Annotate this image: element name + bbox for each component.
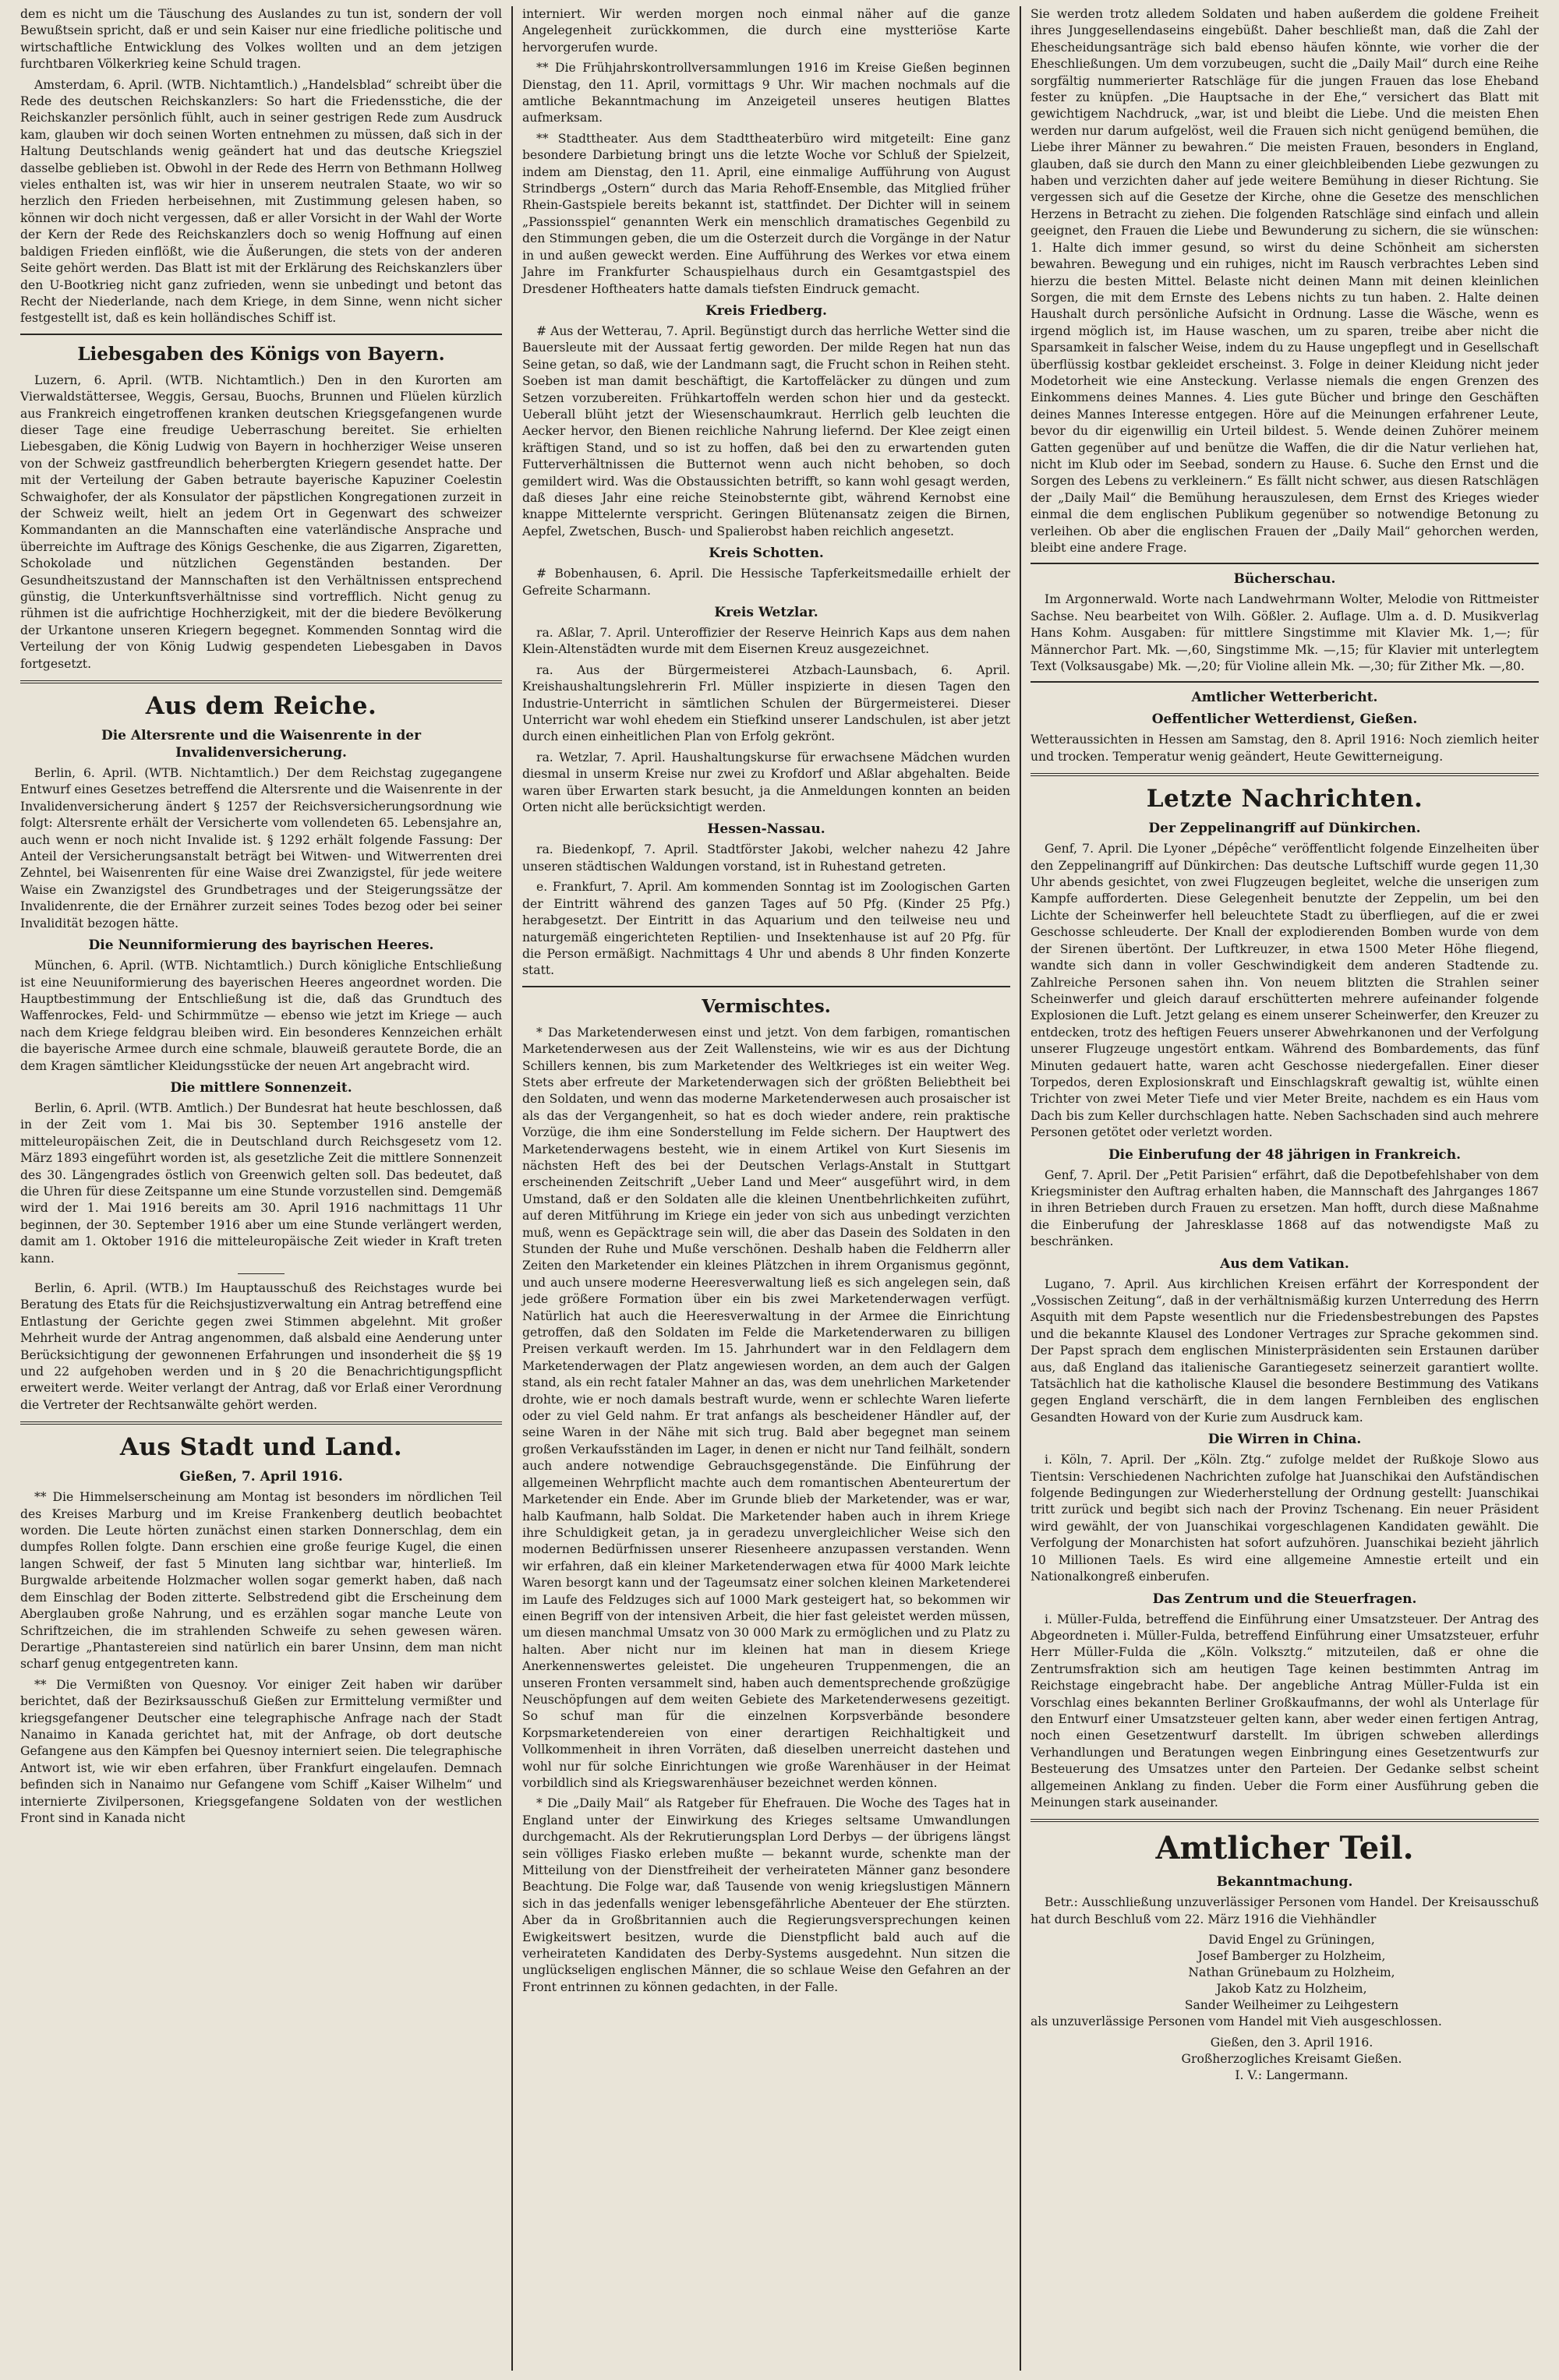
divider (20, 680, 502, 683)
article-paragraph: ** Stadttheater. Aus dem Stadttheaterbüro wird mitgeteilt: Eine ganz besondere Darbietung bringt uns die letzte Woche vor Schluß der Spielzeit, indem am Dienstag, den 11. April, eine einmalige Aufführung von August Strindbergs „Ostern“ durch das Maria Rehoff-Ensemble, das Mitglied früher Rhein-Gastspiele bereits bekannt ist, stattfindet. Der Dichter will in seinem „Passionsspiel“ genannten Werk ein menschlich dramatisches Gegenbild zu den Stimmungen geben, die um die Osterzeit durch die Vorgänge in der Natur in und außen geweckt werden. Eine Aufführung des Werkes vor etwa einem Jahre im Frankfurter Schauspielhaus durch ein Gesamtgastspiel des Dresdener Hoftheaters hatte damals tiefsten Eindruck gemacht. (522, 131, 1010, 296)
notice-signatory: I. V.: Langermann. (1235, 2067, 1349, 2082)
article-headline: Die mittlere Sonnenzeit. (170, 1079, 352, 1096)
article-paragraph: # Aus der Wetterau, 7. April. Begünstigt durch das herrliche Wetter sind die Bauersleute mit der Aussaat fertig geworden. Der milde Regen hat nun das Seine getan, so daß, wie der Landmann sagt, die Frucht schon in Reihen steht. Soeben ist man damit beschäftigt, die Kartoffeläcker zu düngen und zum Setzen vorzubereiten. Frühkartoffeln werden schon hier und da gesteckt. Ueberall blüht jetzt der Wiesenschaumkraut. Herrlich gelb leuchten die Aecker hervor, den Bienen reichliche Nahrung liefernd. Der Klee zeigt einen kräftigen Stand, und so ist zu hoffen, daß bei den zu erwartenden guten Futterverhältnissen die Butternot wenn auch nicht behoben, so doch gemildert wird. Was die Obstaussichten betrifft, so kann wohl gesagt werden, daß dieses Jahr eine reiche Steinobsternte gibt, während Kernobst eine knappe Mittelernte verspricht. Geringen Blütenansatz zeigen die Birnen, Aepfel, Zwetschen, Busch- und Spalierobst haben reichlich angesetzt. (522, 323, 1010, 539)
article-paragraph: ra. Biedenkopf, 7. April. Stadtförster Jakobi, welcher nahezu 42 Jahre unseren städtischen Waldungen vorstand, ist in Ruhestand getreten. (522, 842, 1010, 874)
article-paragraph: ** Die Frühjahrskontrollversammlungen 1916 im Kreise Gießen beginnen Dienstag, den 11. April, vormittags 9 Uhr. Wir machen nochmals auf die amtliche Bekanntmachung im Anzeigeteil unseres heutigen Blattes aufmerksam. (522, 61, 1010, 125)
article-paragraph: München, 6. April. (WTB. Nichtamtlich.) Durch königliche Entschließung ist eine Neuuniformierung des bayerischen Heeres angeordnet worden. Die Hauptbestimmung der Entschließung ist die, daß das Grundtuch des Waffenrockes, Feld- und Schirmmütze — ebenso wie jetzt im Kriege — auch nach dem Kriege feldgrau bleiben wird. Ein besonderes Kennzeichen erhält die bayerische Armee durch eine schmale, blauweiß gerautete Borde, die an dem Kragen sämtlicher Kleidungsstücke der neuen Art angebracht wird. (20, 959, 502, 1073)
notice-office: Großherzogliches Kreisamt Gießen. (1181, 2051, 1402, 2066)
section-title: Amtlicher Wetterbericht. (1191, 690, 1378, 706)
article-paragraph: ra. Wetzlar, 7. April. Haushaltungskurse für erwachsene Mädchen wurden diesmal in unserm Kreise nur zwei zu Krofdorf und Aßlar abgehalten. Beide waren über Erwarten stark besucht, ja die Anmeldungen konnten an beiden Orten nicht alle berücksichtigt werden. (522, 750, 1010, 815)
section-title: Bücherschau. (1233, 571, 1336, 588)
article-headline: Die Neunniformierung des bayrischen Heeres. (88, 938, 434, 954)
article-paragraph: # Bobenhausen, 6. April. Die Hessische Tapferkeitsmedaille erhielt der Gefreite Scharmann. (522, 567, 1010, 598)
section-title: Aus dem Reiche. (145, 692, 377, 721)
notice-title: Bekanntmachung. (1216, 1874, 1353, 1891)
notice-paragraph: als unzuverlässige Personen vom Handel mit Vieh ausgeschlossen. (1030, 2015, 1442, 2029)
section-title: Liebesgaben des Königs von Bayern. (77, 343, 445, 365)
divider (20, 1421, 502, 1425)
article-paragraph: ra. Aus der Bürgermeisterei Atzbach-Launsbach, 6. April. Kreishaushaltungslehrerin Frl. Müller inspizierte in diesen Tagen den Industrie-Unterricht in sämtlichen Schulen der Bürgermeisterei. Dieser Unterricht war wohl ehedem ein Stiefkind unserer Landschulen, ist aber jetzt durch einen einheitlichen Plan von Erfolg gekrönt. (522, 662, 1010, 744)
notice-paragraph: Betr.: Ausschließung unzuverlässiger Personen vom Handel. Der Kreisausschuß hat durch Beschluß vom 22. März 1916 die Viehhändler (1030, 1895, 1539, 1926)
article-paragraph: interniert. Wir werden morgen noch einmal näher auf die ganze Angelegenheit zurückkommen, die durch eine mystteriöse Karte hervorgerufen wurde. (522, 7, 1010, 55)
article-paragraph: Amsterdam, 6. April. (WTB. Nichtamtlich.) „Handelsblad“ schreibt über die Rede des deutschen Reichskanzlers: So hart die Friedensstiche, die der Reichskanzler persönlich fühlt, auch in seiner gestrigen Rede zum Ausdruck kam, glauben wir doch seinen Worten entnehmen zu müssen, daß sich in der Haltung Deutschlands wenig geändert hat und das deutsche Kriegsziel dasselbe geblieben ist. Obwohl in der Rede des Herrn von Bethmann Hollweg vieles enthalten ist, was wir hier in unserem neutralen Staate, wo wir so herzlich den Frieden herbeisehnen, mit Zustimmung gelesen haben, so können wir doch nicht vergessen, daß er aller Vorsicht in der Wahl der Worte der Kern der Rede des Reichskanzlers doch so wenig Hoffnung auf einen baldigen Frieden einflößt, wie die Äußerungen, die stets von der anderen Seite gehört werden. Das Blatt ist mit der Erklärung des Reichskanzlers über den U-Bootkrieg nicht ganz zufrieden, wenn sie unbedingt und betont das Recht der Niederlande, nach dem Kriege, in dem Sinne, wenn nicht sicher festgestellt ist, daß es kein holländisches Schiff ist. (20, 77, 502, 326)
article-paragraph: ** Die Vermißten von Quesnoy. Vor einiger Zeit haben wir darüber berichtet, daß der Bezirksausschuß Gießen zur Ermittelung vermißter und kriegsgefangener Deutscher eine telegraphische Anfrage nach der Stadt Nanaimo in Kanada gerichtet hat, mit der Anfrage, ob dort deutsche Gefangene aus den Kämpfen bei Quesnoy interniert seien. Die telegraphische Antwort ist, wie wir eben erfahren, über Frankfurt eingelaufen. Demnach befinden sich in Nanaimo nur Gefangene vom Schiff „Kaiser Wilhelm“ und internierte Zivilpersonen, Kriegsgefangene Soldaten von der westlichen Front sind in Kanada nicht (20, 1677, 502, 1825)
list-item: David Engel zu Grüningen, (1208, 1933, 1375, 1947)
article-paragraph: Berlin, 6. April. (WTB.) Im Hauptausschuß des Reichstages wurde bei Beratung des Etats für die Reichsjustizverwaltung ein Antrag betreffend eine Entlastung der Gerichte gegen zwei Stimmen abgelehnt. Mit großer Mehrheit wurde der Antrag angenommen, daß alsbald eine Aenderung unter Berücksichtigung der gewonnenen Erfahrungen und insonderheit die §§ 19 und 22 aufgehoben werden und in § 20 die Benachrichtigungspflicht erweitert werde. Weiter verlangt der Antrag, daß vor Erlaß einer Verordnung die Vertreter der Rechtsanwälte gehört werden. (20, 1281, 502, 1412)
section-title: Kreis Schotten. (709, 546, 824, 562)
divider (238, 1273, 285, 1274)
divider (1030, 563, 1539, 564)
article-paragraph: Im Argonnerwald. Worte nach Landwehrmann Wolter, Melodie von Rittmeister Sachse. Neu bearbeitet von Wilh. Gößler. 2. Auflage. Ulm a. d. D. Musikverlag Hans Kohm. Ausgaben: für mittlere Singstimme mit Klavier Mk. 1,—; für Männerchor Part. Mk. —,60, Singstimme Mk. —,15; für Klavier mit unterlegtem Text (Volksausgabe) Mk. —,20; für Violine allein Mk. —,30; für Zither Mk. —,80. (1030, 592, 1539, 674)
section-title: Hessen-Nassau. (707, 821, 825, 838)
article-paragraph: ** Die Himmelserscheinung am Montag ist besonders im nördlichen Teil des Kreises Marburg und im Kreise Frankenberg deutlich beobachtet worden. Die Leute hörten zunächst einen starken Donnerschlag, dem ein dumpfes Rollen folgte. Dann erschien eine große feurige Kugel, die einen langen Schweif, der fast 5 Minuten lang sichtbar war, hinterließ. Im Burgwalde arbeitende Holzmacher wollen sogar gemerkt haben, daß nach dem Einschlag der Boden zitterte. Selbstredend gibt die Erscheinung dem Aberglauben große Nahrung, und es erzählen sogar manche Leute von Schriftzeichen, die im strahlenden Schweife zu sehen gewesen wären. Derartige „Phantastereien sind natürlich ein barer Unsinn, dem man nicht scharf genug entgegentreten kann. (20, 1490, 502, 1672)
section-title: Aus Stadt und Land. (119, 1433, 403, 1462)
notice-dateline: Gießen, den 3. April 1916. (1210, 2035, 1373, 2050)
article-paragraph: Berlin, 6. April. (WTB. Amtlich.) Der Bundesrat hat heute beschlossen, daß in der Zeit vom 1. Mai bis 30. September 1916 anstelle der mitteleuropäischen Zeit, die in Deutschland durch Reichsgesetz vom 12. März 1893 eingeführt worden ist, als gesetzliche Zeit die mittlere Sonnenzeit des 30. Längengrades östlich von Greenwich gelten soll. Das bedeutet, daß die Uhren für diese Zeitspanne um eine Stunde vorzustellen sind. Demgemäß wird der 1. Mai 1916 bereits am 30. April 1916 nachmittags 11 Uhr beginnen, der 30. September 1916 aber um eine Stunde verlängert werden, damit am 1. Oktober 1916 die mitteleuropäische Zeit wieder in Kraft treten kann. (20, 1100, 502, 1266)
article-paragraph: Luzern, 6. April. (WTB. Nichtamtlich.) Den in den Kurorten am Vierwaldstättersee, Weggis, Gersau, Buochs, Brunnen und Flüelen kürzlich aus Frankreich eingetroffenen kranken deutschen Kriegsgefangenen wurde dieser Tage eine freudige Ueberraschung bereitet. Sie erhielten Liebesgaben, die König Ludwig von Bayern in hochherziger Weise unseren von der Schweiz gastfreundlich beherbergten Kriegern gesendet hatte. Der mit der Verteilung der Gaben betraute bayerische Kapuziner Coelestin Schwaighofer, der als Konsulator der päpstlichen Kongregationen zurzeit in der Schweiz weilt, hielt an jedem Ort in Gegenwart des schweizer Kommandanten an die Mannschaften eine vaterländische Ansprache und überreichte im Auftrage des Königs Geschenke, die aus Zigarren, Zigaretten, Schokolade und nützlichen Gegenständen bestanden. Der Gesundheitszustand der Mannschaften ist den Verhältnissen entsprechend günstig, die Unterkunftsverhältnisse sind vortrefflich. Nicht genug zu rühmen ist die aufrichtige Hochherzigkeit, mit der die biedere Bevölkerung der Urkantone unseren Kriegern begegnet. Kommenden Sonntag wird die Verteilung der von König Ludwig gespendeten Liebesgaben in Davos fortgesetzt. (20, 373, 502, 671)
section-title: Vermischtes. (702, 995, 831, 1017)
section-title: Letzte Nachrichten. (1146, 785, 1423, 814)
article-headline: Aus dem Vatikan. (1220, 1255, 1349, 1272)
article-paragraph: Genf, 7. April. Die Lyoner „Dépêche“ veröffentlicht folgende Einzelheiten über den Zeppelinangriff auf Dünkirchen: Das deutsche Luftschiff wurde gegen 11,30 Uhr abends gesichtet, von zwei Flugzeugen begleitet, welche die unserigen zum Kampfe aufforderten. Diese Gelegenheit benutzte der Zeppelin, um bei den Lichte der Scheinwerfer hell beleuchtete Stadt zu überfliegen, auf die er zwei Geschosse schleuderte. Der Knall der explodierenden Bomben wurde von dem der Sirenen übertönt. Der Luftkreuzer, in etwa 1500 Meter Höhe fliegend, wandte sich dann in voller Geschwindigkeit dem anderen Stadtende zu. Zahlreiche Personen sahen ihn. Von neuem blitzten die Strahlen seiner Scheinwerfer und gleich darauf erschütterten mehrere aufeinander folgende Explosionen die Luft. Jetzt gelang es einem unserer Scheinwerfer, den Kreuzer zu entdecken, trotz des heftigen Feuers unserer Abwehrkanonen und der Verfolgung unserer Flugzeuge ungestört entkam. Während des Bombardements, das fünf Minuten gedauert hatte, waren acht Geschosse niedergefallen. Einer dieser Torpedos, deren Explosionskraft und Einschlagskraft gewaltig ist, wühlte einen Trichter von zwei Meter Tiefe und vier Meter Breite, nachdem es ein Haus vom Dach bis zum Keller durchschlagen hatte. Neben Sachschaden sind auch mehrere Personen getötet oder verletzt worden. (1030, 842, 1539, 1140)
article-paragraph: * Die „Daily Mail“ als Ratgeber für Ehefrauen. Die Woche des Tages hat in England unter der Einwirkung des Krieges seltsame Umwandlungen durchgemacht. Als der Rekrutierungsplan Lord Derbys — der übrigens längst sein völliges Fiasko erleben mußte — bekannt wurde, schenkte man der Mitteilung von der Dienstfreiheit der verheirateten Männer ganz besondere Beachtung. Die Folge war, daß Tausende von wenig kriegslustigen Männern sich in das jedenfalls weniger lebensgefährliche Abenteuer der Ehe stürzten. Aber da in Großbritannien auch die Regierungsversprechungen keinen Ewigkeitswert besitzen, wurde die Dienstpflicht bald auch auf die verheirateten Kandidaten des Derby-Systems ausgedehnt. Nun sitzen die unglückseligen englischen Männer, die so schlaue Weise den Gefahren an der Front entrinnen zu können gedachten, in der Falle. (522, 1796, 1010, 1994)
section-subtitle: Oeffentlicher Wetterdienst, Gießen. (1151, 712, 1418, 728)
article-headline: Die Einberufung der 48 jährigen in Frankreich. (1108, 1146, 1462, 1163)
divider (20, 334, 502, 335)
article-paragraph: Lugano, 7. April. Aus kirchlichen Kreisen erfährt der Korrespondent der „Vossischen Zeitung“, daß in der verhältnismäßig kurzen Unterredung des Herrn Asquith mit dem Papste wesentlich nur die Friedensbestrebungen des Papstes und die bekannte Klausel des Londoner Vertrages zur Sprache gekommen sind. Der Papst sprach dem englischen Ministerpräsidenten sein Erstaunen darüber aus, daß England das italienische Garantiegesetz seinerzeit garantiert wollte. Tatsächlich hat die katholische Klausel die besondere Bestimmung des Vatikans gegen England verschärft, die in dem langen Fernbleiben des englischen Gesandten Howard von der Kurie zum Ausdruck kam. (1030, 1277, 1539, 1425)
article-headline: Die Altersrente und die Waisenrente in der Invalidenversicherung. (101, 728, 422, 761)
column-2 (511, 6, 1020, 2371)
article-headline: Das Zentrum und die Steuerfragen. (1152, 1591, 1417, 1607)
section-title: Kreis Wetzlar. (714, 605, 818, 620)
divider (1030, 1819, 1539, 1822)
article-paragraph: ra. Aßlar, 7. April. Unteroffizier der Reserve Heinrich Kaps aus dem nahen Klein-Altenstädten wurde mit dem Eisernen Kreuz ausgezeichnet. (522, 626, 1010, 657)
article-paragraph: i. Müller-Fulda, betreffend die Einführung einer Umsatzsteuer. Der Antrag des Abgeordneten i. Müller-Fulda, betreffend Einführung einer Umsatzsteuer, erfuhr Herr Müller-Fulda die „Köln. Volksztg.“ mitzuteilen, daß er ohne die Zentrumsfraktion sich am heutigen Tage keinen bestimmten Antrag im Reichstage eingebracht habe. Der angebliche Antrag Müller-Fulda ist ein Vorschlag eines bekannten Berliner Großkaufmanns, der wohl als Unterlage für den Entwurf einer Umsatzsteuer gelten kann, aber weder einen fertigen Antrag, noch einen Gesetzentwurf darstellt. Im übrigen schweben allerdings Verhandlungen und Beratungen wegen Einbringung eines Gesetzentwurfs zur Besteuerung des Umsatzes unter den Parteien. Der Gedanke selbst scheint allgemeinen Anklang zu finden. Ueber die Form einer Ausführung geben die Meinungen stark auseinander. (1030, 1612, 1539, 1810)
column-1 (11, 6, 511, 2371)
article-paragraph: Genf, 7. April. Der „Petit Parisien“ erfährt, daß die Depotbefehlshaber von dem Kriegsminister den Auftrag erhalten haben, die Mannschaft des Jahrganges 1867 in ihren Betrieben durch Frauen zu ersetzen. Man hofft, durch diese Maßnahme die Einberufung der Jahresklasse 1868 auf das notwendigste Maß zu beschränken. (1030, 1167, 1539, 1249)
name-list (1030, 1932, 1539, 2014)
list-item: Jakob Katz zu Holzheim, (1216, 1982, 1367, 1997)
article-paragraph: Berlin, 6. April. (WTB. Nichtamtlich.) Der dem Reichstag zugegangene Entwurf eines Gesetzes betreffend die Altersrente und die Waisenrente in der Invalidenversicherung ändert § 1257 der Reichsversicherungsordnung wie folgt: Altersrente erhält der Versicherte vom vollendeten 65. Lebensjahre an, auch wenn er noch nicht Invalide ist. § 1292 erhält folgende Fassung: Der Anteil der Versicherungsanstalt beträgt bei Witwen- und Witwerrenten drei Zehntel, bei Waisenrenten für eine Waise drei Zwanzigstel, für jede weitere Waise ein Zwanzigstel des Grundbetrages und der Steigerungssätze der Invalidenrente, die der Ernährer zurzeit seines Todes bezog oder bei seiner Invalidität bezogen hätte. (20, 766, 502, 930)
list-item: Sander Weilheimer zu Leihgestern (1184, 1998, 1399, 2013)
divider (1030, 773, 1539, 776)
article-paragraph: dem es nicht um die Täuschung des Auslandes zu tun ist, sondern der voll Bewußtsein spricht, daß er und sein Kaiser nur eine friedliche politische und wirtschaftliche Entwicklung des Volkes wollten und an dem jetzigen furchtbaren Völkerkrieg keine Schuld tragen. (20, 7, 502, 72)
article-paragraph: i. Köln, 7. April. Der „Köln. Ztg.“ zufolge meldet der Rußkoje Slowo aus Tientsin: Verschiedenen Nachrichten zufolge hat Juanschikai den Aufständischen folgende Bedingungen zur Wiederherstellung der Ordnung gestellt: Juanschikai tritt zurück und begibt sich nach der Provinz Tschenang. Ein neuer Präsident wird gewählt, der von Juanschikai vorgeschlagenen Kandidaten gewählt. Die Verfolgung der Monarchisten hat sofort aufzuhören. Juanschikai bezieht jährlich 10 Millionen Taels. Es wird eine allgemeine Amnestie erteilt und ein Nationalkongreß einberufen. (1030, 1453, 1539, 1584)
section-title: Amtlicher Teil. (1155, 1830, 1414, 1867)
list-item: Nathan Grünebaum zu Holzheim, (1188, 1965, 1395, 1980)
dateline: Gießen, 7. April 1916. (179, 1469, 343, 1485)
section-title: Kreis Friedberg. (705, 302, 827, 319)
column-3 (1020, 6, 1548, 2371)
divider (522, 986, 1010, 987)
list-item: Josef Bamberger zu Holzheim, (1197, 1949, 1386, 1964)
article-headline: Der Zeppelinangriff auf Dünkirchen. (1148, 821, 1421, 837)
article-paragraph: Wetteraussichten in Hessen am Samstag, den 8. April 1916: Noch ziemlich heiter und trocken. Temperatur wenig geändert, Heute Gewitterneigung. (1030, 733, 1539, 764)
divider (1030, 681, 1539, 683)
article-paragraph: Sie werden trotz alledem Soldaten und haben außerdem die goldene Freiheit ihres Junggesellendaseins eingebüßt. Daher beschließt man, daß die Zahl der Ehescheidungsanträge sich bald ebenso häufen könnte, wie vorher die der Eheschließungen. Um dem vorzubeugen, sucht die „Daily Mail“ durch eine Reihe sorgfältig nummerierter Ratschläge für die jungen Frauen das lose Eheband fester zu knüpfen. „Die Hauptsache in der Ehe,“ versichert das Blatt mit gewichtigem Nachdruck, „war, ist und bleibt die Liebe. Und die meisten Ehen werden nur darum aufgelöst, weil die Frauen sich nicht genügend bemühen, die Liebe ihrer Männer zu bewahren.“ Die meisten Frauen, besonders in England, glauben, daß sie durch den Mann zu einer gleichbleibenden Liebe gezwungen zu haben und verzichten daher auf jede weitere Bemühung in dieser Richtung. Sie vergessen sich auf die Gesetze der Kirche, ohne die Gesetze des menschlichen Herzens in Betracht zu ziehen. Die folgenden Ratschläge sind einfach und allein geeignet, den Frauen die Liebe und Bewunderung zu sichern, die sie wünschen: 1. Halte dich immer gesund, so wirst du deine Schönheit am sichersten bewahren. Bewegung und ein ruhiges, nicht im Rausch verbrachtes Leben sind hierzu die besten Mittel. Belaste nicht deinen Mann mit deinen kleinlichen Sorgen, die mit dem Ernste des Lebens nichts zu tun haben. 2. Halte deinen Haushalt durch persönliche Aufsicht in Ordnung. Lasse die Wäsche, wenn es irgend möglich ist, im Hause waschen, um zu sparen, treibe aber nicht die Sparsamkeit in falscher Weise, indem du zu Hause ungepflegt und in Gesellschaft überflüssig kostbar gekleidet erscheinst. 3. Folge in deiner Kleidung nicht jeder Modetorheit wie eine Ansteckung. Verlasse niemals die engen Grenzen des Einkommens deines Mannes. 4. Lies gute Bücher und bringe den Geschäften deines Mannes Interesse entgegen. Höre auf die Meinungen erfahrener Leute, bevor du dir eigenwillig ein Urteil bildest. 5. Wende deinen Zuhörer meinem Gatten gegenüber auf und benütze die Waffen, die dir die Natur verliehen hat, nicht im Klub oder im Seebad, sondern zu Hause. 6. Suche den Ernst und die Sorgen des Lebens zu verkleinern.“ Es fällt nicht schwer, aus diesen Ratschlägen der „Daily Mail“ die Bemühung herauszulesen, dem Ernst des Krieges wieder einmal die dem englischen Publikum gegenüber so notwendige Betonung zu verleihen. Ob aber die englischen Frauen der „Daily Mail“ gehorchen werden, bleibt eine andere Frage. (1030, 7, 1539, 555)
article-paragraph: * Das Marketenderwesen einst und jetzt. Von dem farbigen, romantischen Marketenderwesen aus der Zeit Wallensteins, wie wir es aus der Dichtung Schillers kennen, bis zum Marketender des Weltkrieges ist ein weiter Weg. Stets aber erfreute der Marketenderwagen sich der größten Beliebtheit bei den Soldaten, und wenn das moderne Marketenderwesen auch prosaischer ist als das der Vergangenheit, so hat es doch wieder andere, rein praktische Vorzüge, die ihm eine Sonderstellung im Felde sichern. Der Hauptwert des Marketenderwagens besteht, wie in einem Artikel von Kurt Siesenis im nächsten Heft des bei der Deutschen Verlags-Anstalt in Stuttgart erscheinenden Zeitschrift „Ueber Land und Meer“ ausgeführt wird, in dem Umstand, daß er den Soldaten alle die kleinen Unentbehrlichkeiten zuführt, auf deren Mitführung im Kriege ein jeder von sich aus unbedingt verzichten muß, wenn es Gepäcktrage sein will, die aber das Dasein des Soldaten in den Stunden der Ruhe und Muße verschönen. Deshalb haben die Feldherrn aller Zeiten den Marketender ein kleines Plätzchen in ihrem Organismus gegönnt, und auch unsere moderne Heeresverwaltung ließ es sich angelegen sein, daß jede größere Formation über ein bis zwei Marketenderwagen verfügt. Natürlich hat auch die Heeresverwaltung in der Armee die Einrichtung getroffen, daß den Soldaten im Felde die Marketenderwaren zu billigen Preisen verkauft werden. Im 15. Jahrhundert war in den Feldlagern dem Marketenderwagen der Platz angewiesen worden, an dem auch der Galgen stand, als ein recht fataler Mahner an das, was dem unehrlichen Marketender drohte, wie er noch damals bestraft wurde, wenn er schlechte Waren lieferte oder zu viel Geld nahm. Er trat anfangs als bescheidener Händler auf, der seine Waren in der Nähe mit sich trug. Bald aber begegnet man seinem großen Verkaufsständen im Lager, in denen er nicht nur Tand feilhält, sondern auch andere notwendige Gebrauchsgegenstände. Die Einführung der allgemeinen Wehrpflicht machte auch dem romantischen Abenteurertum der Marketender ein Ende. Aber im Grunde blieb der Marketender, was er war, halb Kaufmann, halb Soldat. Die Marketender haben auch in ihrem Kriege ihre Schuldigkeit getan, ja in geradezu unvergleichlicher Weise sich den modernen Bedürfnissen unserer Riesenheere anzupassen verstanden. Wenn wir erfahren, daß ein kleiner Marketenderwagen etwa für 4000 Mark leichte Waren besorgt kann und der Tageumsatz einer solchen kleinen Marketenderei im Laufe des Feldzuges sich auf 1000 Mark gesteigert hat, so bekommen wir einen Begriff von der intensiven Arbeit, die hier fast geleistet werden müssen, um diesen manchmal Umsatz von 30 000 Mark zu ermöglichen und zu Platz zu halten. Aber nicht nur im kleinen hat man in diesem Kriege Anerkennenswertes geleistet. Die ungeheuren Truppenmengen, die an unseren Fronten versammelt sind, haben auch dementsprechende großzügige Neuschöpfungen auf dem weiten Gebiete des Marketenderwesens gezeitigt. So schuf man für die einzelnen Korpsverbände besondere Korpsmarketendereien von einer derartigen Reichhaltigkeit und Vollkommenheit in ihren Vorräten, daß dieselben unerreicht dastehen und wohl nur für solche Einrichtungen wie große Warenhäuser in der Heimat vorbildlich sind als Kriegswarenhäuser bezeichnet werden können. (522, 1025, 1010, 1790)
article-paragraph: e. Frankfurt, 7. April. Am kommenden Sonntag ist im Zoologischen Garten der Eintritt während des ganzen Tages auf 50 Pfg. (Kinder 25 Pfg.) herabgesetzt. Der Eintritt in das Aquarium und den teilweise neu und naturgemäß eingerichteten Reptilien- und Insektenhause ist auf 20 Pfg. für die Person ermäßigt. Nachmittags 4 Uhr und abends 8 Uhr finden Konzerte statt. (522, 880, 1010, 978)
article-headline: Die Wirren in China. (1207, 1432, 1362, 1448)
